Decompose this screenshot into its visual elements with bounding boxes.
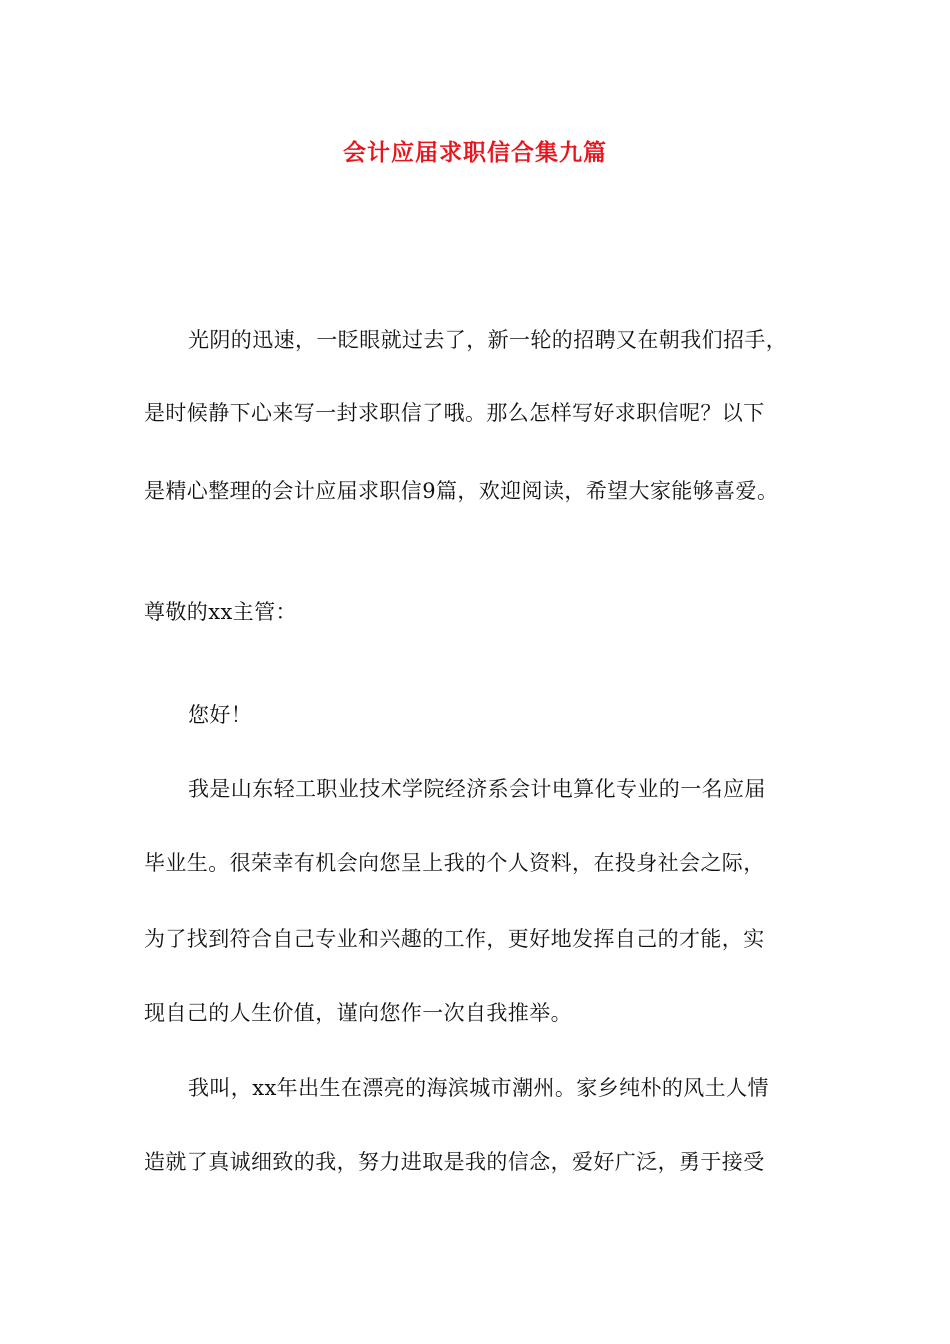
paragraph-line: 我叫，xx年出生在漂亮的海滨城市潮州。家乡纯朴的风土人情 (188, 1076, 769, 1100)
intro-line: 光阴的迅速，一眨眼就过去了，新一轮的招聘又在朝我们招手， (188, 328, 788, 352)
greeting: 您好！ (188, 703, 253, 727)
paragraph-line: 为了找到符合自己专业和兴趣的工作，更好地发挥自己的才能，实 (144, 927, 765, 951)
intro-line: 是精心整理的会计应届求职信9篇，欢迎阅读，希望大家能够喜爱。 (144, 479, 779, 503)
paragraph-line: 现自己的人生价值，谨向您作一次自我推举。 (144, 1001, 572, 1025)
salutation: 尊敬的xx主管： (144, 600, 297, 624)
paragraph-line: 造就了真诚细致的我，努力进取是我的信念，爱好广泛，勇于接受 (144, 1150, 765, 1174)
document-title: 会计应届求职信合集九篇 (343, 139, 607, 166)
paragraph-line: 毕业生。很荣幸有机会向您呈上我的个人资料，在投身社会之际， (144, 851, 765, 875)
intro-line: 是时候静下心来写一封求职信了哦。那么怎样写好求职信呢？以下 (144, 401, 765, 425)
paragraph-line: 我是山东轻工职业技术学院经济系会计电算化专业的一名应届 (188, 777, 766, 801)
